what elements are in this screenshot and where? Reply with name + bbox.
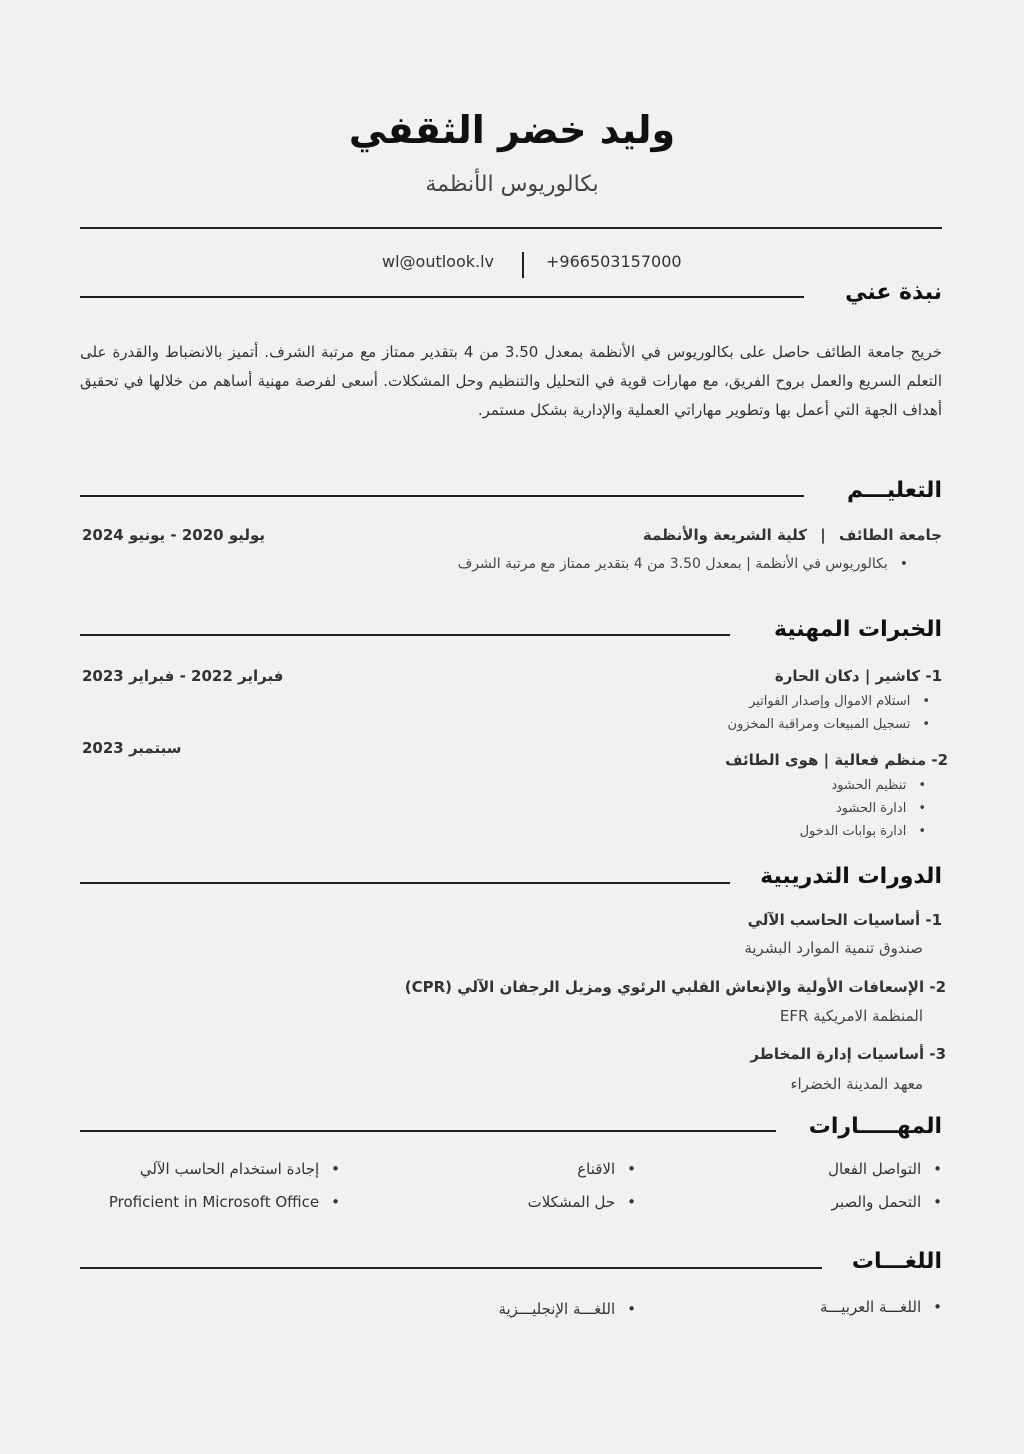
header-divider [80,227,942,229]
contact-row [0,250,1024,280]
courses-heading: الدورات التدريبية [760,864,942,889]
about-text: خريج جامعة الطائف حاصل على بكالوريوس في الأنظمة بمعدل 3.50 من 4 بتقدير ممتاز مع مرتبة الشرف. أتميز بالانضباط والقدرة على التعلم السريع والعمل بروح الفريق، مع مهارات قوية في التحليل والتنظيم وحل المشكلات. أسعى لفرصة مهنية أساهم من خلالها في تحقيق أهداف الجهة التي أعمل بها وتطوير مهاراتي العملية والإدارية بشكل مستمر. [80,343,942,419]
institution-separator: | [820,526,826,544]
experience-2-title: 2- منظم فعالية | هوى الطائف [725,751,948,769]
skill-item: • Proficient in Microsoft Office [109,1193,340,1211]
education-heading: التعليـــم [847,478,942,503]
languages-heading: اللغـــات [851,1249,942,1274]
course-2-title: 2- الإسعافات الأولية والإنعاش القلبي الرئوي ومزيل الرجفان الآلي (CPR) [404,978,946,996]
about-divider [80,296,804,298]
course-2-provider: المنظمة الامريكية EFR [779,1007,923,1025]
experience-1-bullet-2: • تسجيل المبيعات ومراقبة المخزون [728,717,930,732]
experience-1-dates: فبراير 2022 - فبراير 2023 [82,667,284,685]
education-institution [643,526,942,544]
skill-item: • التواصل الفعال [828,1160,942,1178]
skills-divider [80,1130,776,1132]
experience-2-bullet-3: • ادارة بوابات الدخول [800,824,926,839]
university-name: جامعة الطائف [838,526,942,544]
course-1-title: 1- أساسيات الحاسب الآلي [747,911,942,929]
course-3-provider: معهد المدينة الخضراء [790,1075,923,1093]
skills-heading: المهـــــارات [808,1114,942,1139]
college-name: كلية الشريعة والأنظمة [642,526,808,544]
course-3-title: 3- أساسيات إدارة المخاطر [750,1045,946,1063]
experience-divider [80,634,730,636]
education-divider [80,495,804,497]
skill-item: • الاقناع [577,1160,636,1178]
about-heading: نبذة عني [845,280,942,305]
candidate-name: وليد خضر الثقفي [348,108,676,152]
experience-2-bullet-2: • ادارة الحشود [836,801,926,816]
contact-separator [522,252,524,278]
education-dates: يوليو 2020 - يونيو 2024 [82,526,266,544]
course-1-provider: صندوق تنمية الموارد البشرية [744,939,923,957]
experience-1-bullet-1: • استلام الاموال وإصدار الفواتير [749,694,930,709]
courses-divider [80,882,730,884]
education-detail: • بكالوريوس في الأنظمة | بمعدل 3.50 من 4 بتقدير ممتاز مع مرتبة الشرف [458,556,908,572]
candidate-title: بكالوريوس الأنظمة [425,172,599,197]
skill-item: • حل المشكلات [528,1193,636,1211]
language-item: • اللغـــة الإنجليـــزية [498,1300,636,1318]
skill-item: • التحمل والصبر [832,1193,942,1211]
experience-2-dates: سبتمبر 2023 [82,739,182,757]
skill-item: • إجادة استخدام الحاسب الآلي [140,1160,340,1178]
experience-heading: الخبرات المهنية [773,617,942,642]
email-address[interactable]: wl@outlook.lv [382,252,495,271]
languages-divider [80,1267,822,1269]
experience-1-title: 1- كاشير | دكان الحارة [774,667,942,685]
experience-2-bullet-1: • تنظيم الحشود [831,778,926,793]
phone-number[interactable]: +966503157000 [546,252,682,271]
language-item: • اللغـــة العربيـــة [820,1298,942,1316]
